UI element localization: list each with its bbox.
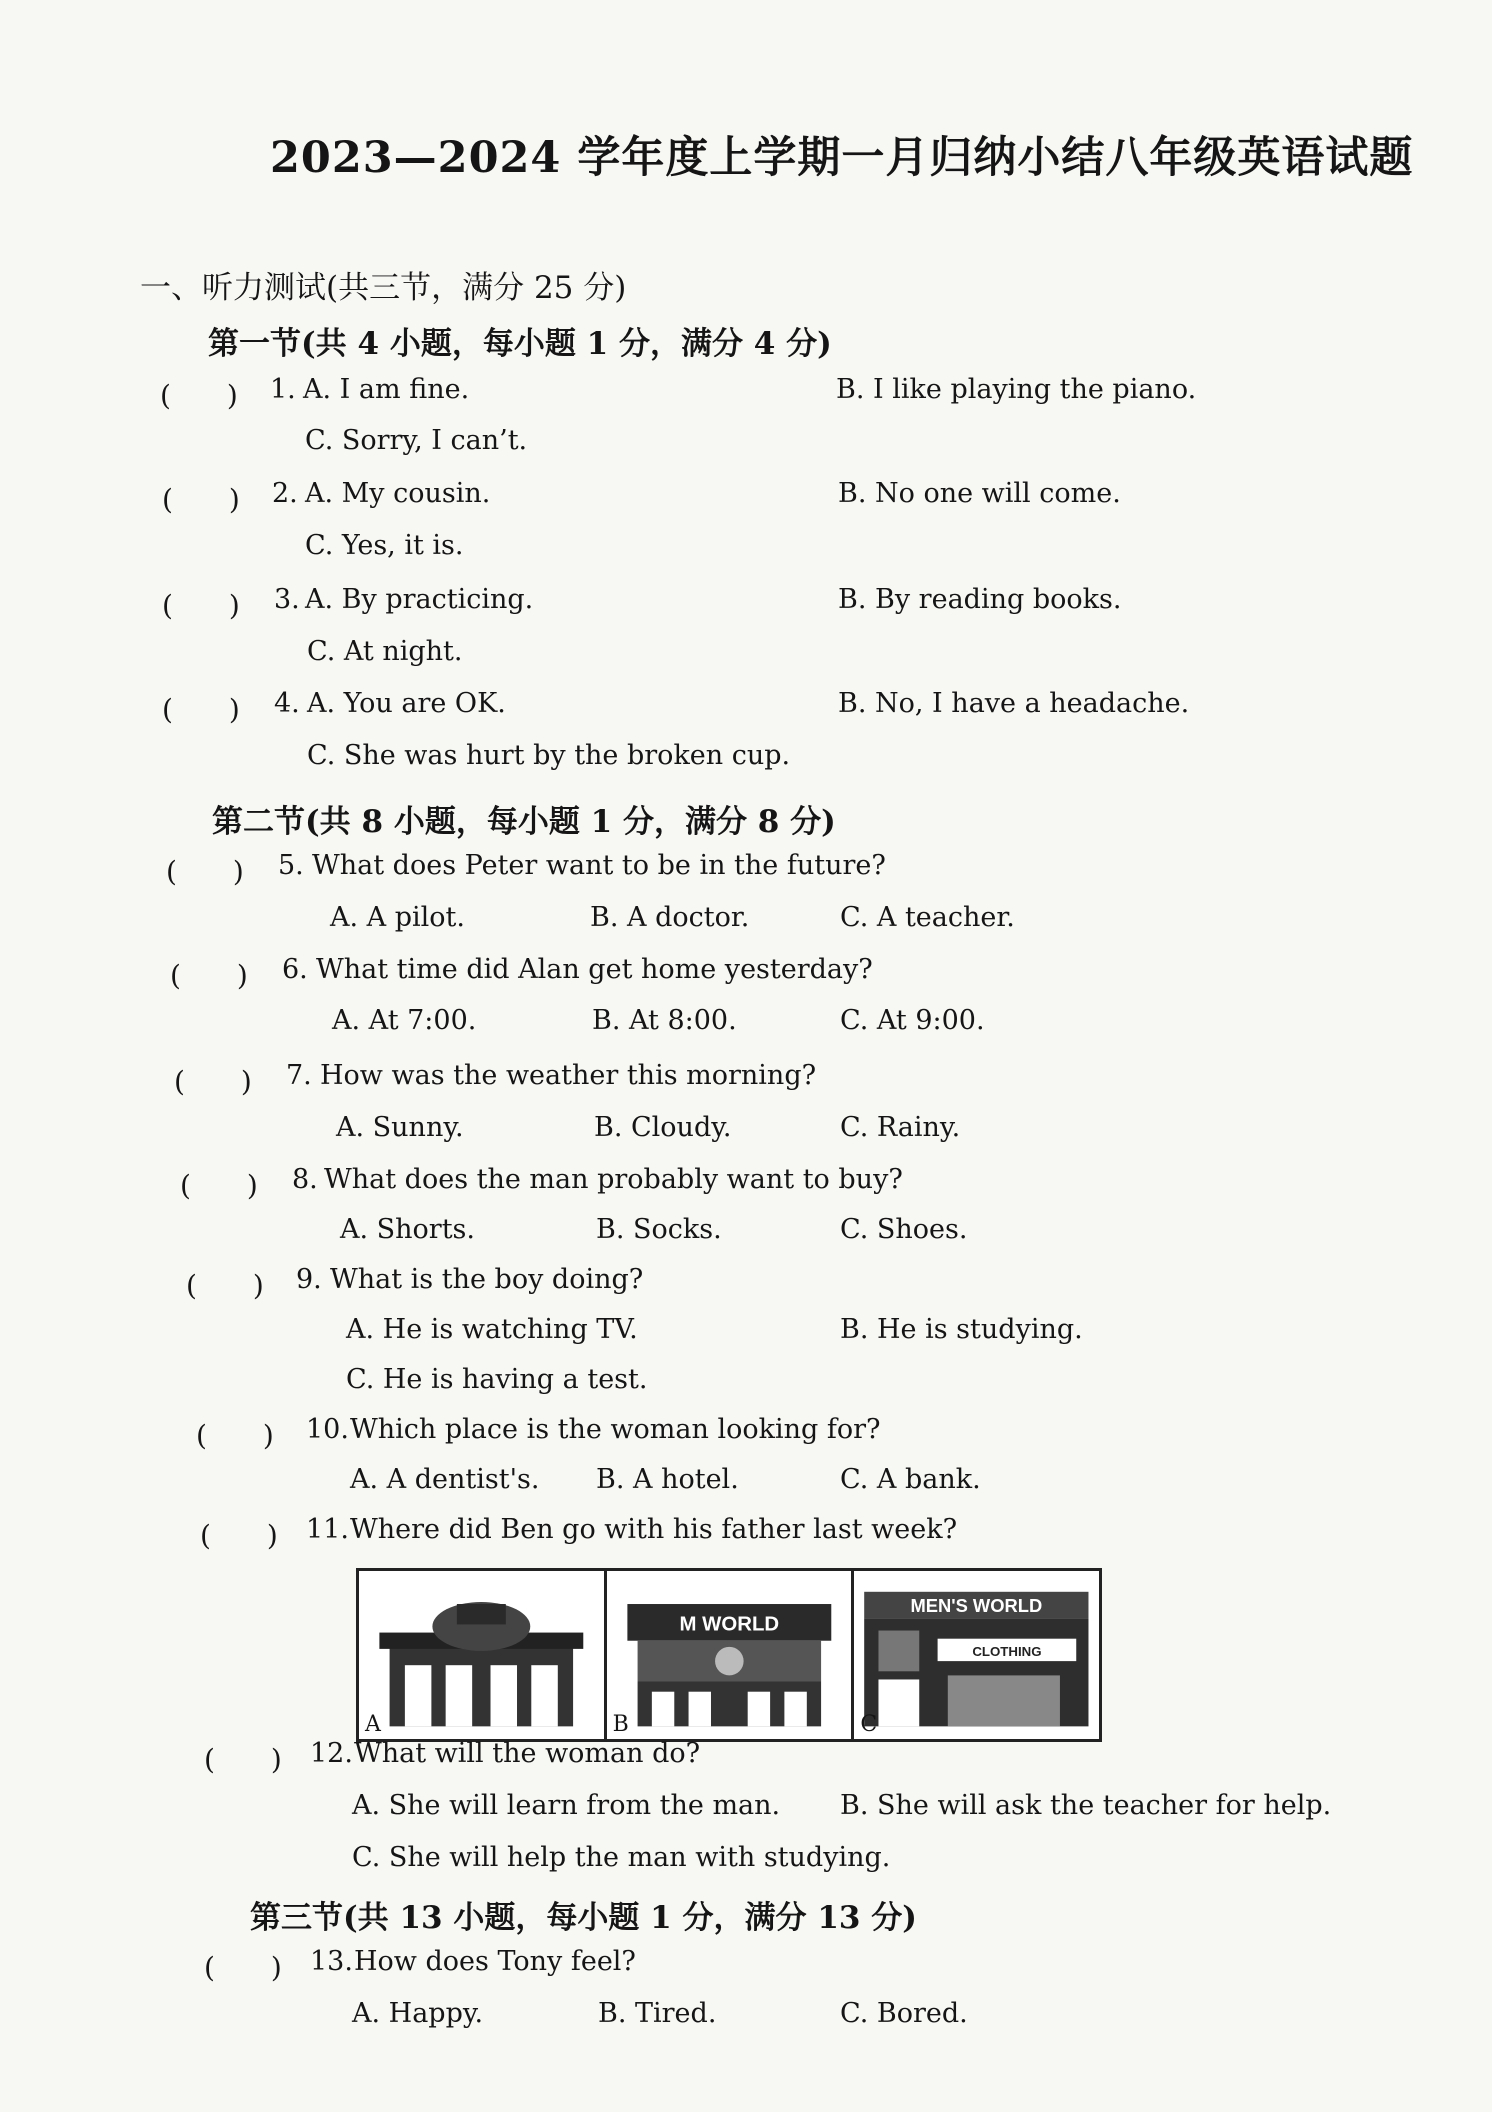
option-c: C. Yes, it is. bbox=[305, 530, 464, 561]
question-number: 11. bbox=[306, 1514, 349, 1545]
option-b: B. A hotel. bbox=[596, 1464, 739, 1495]
option-b: B. Cloudy. bbox=[594, 1112, 732, 1143]
question-stem: What time did Alan get home yesterday? bbox=[316, 954, 873, 985]
question-number: 4. bbox=[274, 688, 300, 719]
question-number: 5. bbox=[278, 850, 304, 881]
option-c: C. Shoes. bbox=[840, 1214, 968, 1245]
picture-options bbox=[356, 1568, 1102, 1742]
answer-blank[interactable]: ( ) bbox=[196, 1419, 274, 1452]
option-a: A. A dentist's. bbox=[350, 1464, 540, 1495]
section3-heading: 第三节(共 13 小题，每小题 1 分，满分 13 分) bbox=[250, 1900, 917, 1936]
question-number: 6. bbox=[282, 954, 308, 985]
option-c: C. She will help the man with studying. bbox=[352, 1842, 891, 1873]
answer-blank[interactable]: ( ) bbox=[186, 1269, 264, 1302]
section1-heading: 第一节(共 4 小题，每小题 1 分，满分 4 分) bbox=[208, 326, 832, 362]
picture-c-label: C bbox=[860, 1712, 878, 1737]
question-number: 7. bbox=[286, 1060, 312, 1091]
question-number: 3. bbox=[274, 584, 300, 615]
option-b: B. Tired. bbox=[598, 1998, 717, 2029]
question-number: 8. bbox=[292, 1164, 318, 1195]
answer-blank[interactable]: ( ) bbox=[166, 855, 244, 888]
answer-blank[interactable]: ( ) bbox=[160, 379, 238, 412]
answer-blank[interactable]: ( ) bbox=[162, 589, 240, 622]
question-number: 9. bbox=[296, 1264, 322, 1295]
picture-b[interactable] bbox=[607, 1571, 855, 1739]
option-b: B. No one will come. bbox=[838, 478, 1121, 509]
option-b: B. I like playing the piano. bbox=[836, 374, 1197, 405]
question-stem: What will the woman do? bbox=[354, 1738, 701, 1769]
option-a: A. My cousin. bbox=[305, 478, 491, 509]
section2-heading: 第二节(共 8 小题，每小题 1 分，满分 8 分) bbox=[212, 804, 836, 840]
answer-blank[interactable]: ( ) bbox=[170, 959, 248, 992]
option-a: A. A pilot. bbox=[330, 902, 465, 933]
option-a: A. At 7:00. bbox=[332, 1005, 477, 1036]
option-b: B. She will ask the teacher for help. bbox=[840, 1790, 1332, 1821]
picture-b-sign: M WORLD bbox=[679, 1613, 779, 1636]
option-c: C. She was hurt by the broken cup. bbox=[307, 740, 791, 771]
question-number: 1. bbox=[270, 374, 296, 405]
option-b: B. A doctor. bbox=[590, 902, 750, 933]
picture-c-subsign: CLOTHING bbox=[972, 1644, 1042, 1660]
option-a: A. You are OK. bbox=[307, 688, 506, 719]
question-stem: Which place is the woman looking for? bbox=[350, 1414, 881, 1445]
answer-blank[interactable]: ( ) bbox=[180, 1169, 258, 1202]
option-b: B. No, I have a headache. bbox=[838, 688, 1190, 719]
answer-blank[interactable]: ( ) bbox=[162, 483, 240, 516]
question-stem: What does Peter want to be in the future? bbox=[312, 850, 886, 881]
option-a: A. Happy. bbox=[352, 1998, 484, 2029]
question-stem: Where did Ben go with his father last week? bbox=[350, 1514, 958, 1545]
picture-b-label: B bbox=[612, 1712, 629, 1737]
option-c: C. At night. bbox=[307, 636, 463, 667]
option-a: A. He is watching TV. bbox=[346, 1314, 638, 1345]
answer-blank[interactable]: ( ) bbox=[204, 1951, 282, 1984]
option-c: C. At 9:00. bbox=[840, 1005, 985, 1036]
option-c: C. Sorry, I can’t. bbox=[305, 425, 528, 456]
option-b: B. He is studying. bbox=[840, 1314, 1083, 1345]
picture-c-sign: MEN'S WORLD bbox=[910, 1595, 1043, 1617]
question-stem: What is the boy doing? bbox=[330, 1264, 644, 1295]
answer-blank[interactable]: ( ) bbox=[200, 1519, 278, 1552]
option-a: A. I am fine. bbox=[303, 374, 470, 405]
building-theater-icon bbox=[607, 1571, 852, 1739]
option-b: B. Socks. bbox=[596, 1214, 722, 1245]
building-clothing-store-icon bbox=[854, 1571, 1099, 1739]
answer-blank[interactable]: ( ) bbox=[204, 1743, 282, 1776]
option-c: C. A bank. bbox=[840, 1464, 981, 1495]
option-a: A. She will learn from the man. bbox=[352, 1790, 781, 1821]
part1-heading: 一、听力测试(共三节，满分 25 分) bbox=[140, 270, 627, 306]
option-c: C. Rainy. bbox=[840, 1112, 961, 1143]
picture-a[interactable] bbox=[359, 1571, 607, 1739]
picture-a-label: A bbox=[365, 1712, 381, 1737]
option-c: C. He is having a test. bbox=[346, 1364, 648, 1395]
option-c: C. Bored. bbox=[840, 1998, 968, 2029]
option-a: A. Shorts. bbox=[340, 1214, 475, 1245]
page-title: 2023—2024 学年度上学期一月归纳小结八年级英语试题 bbox=[270, 133, 1414, 183]
picture-c[interactable] bbox=[854, 1571, 1099, 1739]
answer-blank[interactable]: ( ) bbox=[174, 1065, 252, 1098]
question-stem: What does the man probably want to buy? bbox=[324, 1164, 903, 1195]
option-a: A. By practicing. bbox=[305, 584, 534, 615]
option-b: B. At 8:00. bbox=[592, 1005, 737, 1036]
question-number: 10. bbox=[306, 1414, 349, 1445]
question-number: 13. bbox=[310, 1946, 353, 1977]
answer-blank[interactable]: ( ) bbox=[162, 693, 240, 726]
building-station-icon bbox=[359, 1571, 604, 1739]
question-number: 2. bbox=[272, 478, 298, 509]
question-number: 12. bbox=[310, 1738, 353, 1769]
question-stem: How does Tony feel? bbox=[354, 1946, 636, 1977]
question-stem: How was the weather this morning? bbox=[320, 1060, 817, 1091]
option-a: A. Sunny. bbox=[336, 1112, 464, 1143]
option-c: C. A teacher. bbox=[840, 902, 1015, 933]
option-b: B. By reading books. bbox=[838, 584, 1122, 615]
